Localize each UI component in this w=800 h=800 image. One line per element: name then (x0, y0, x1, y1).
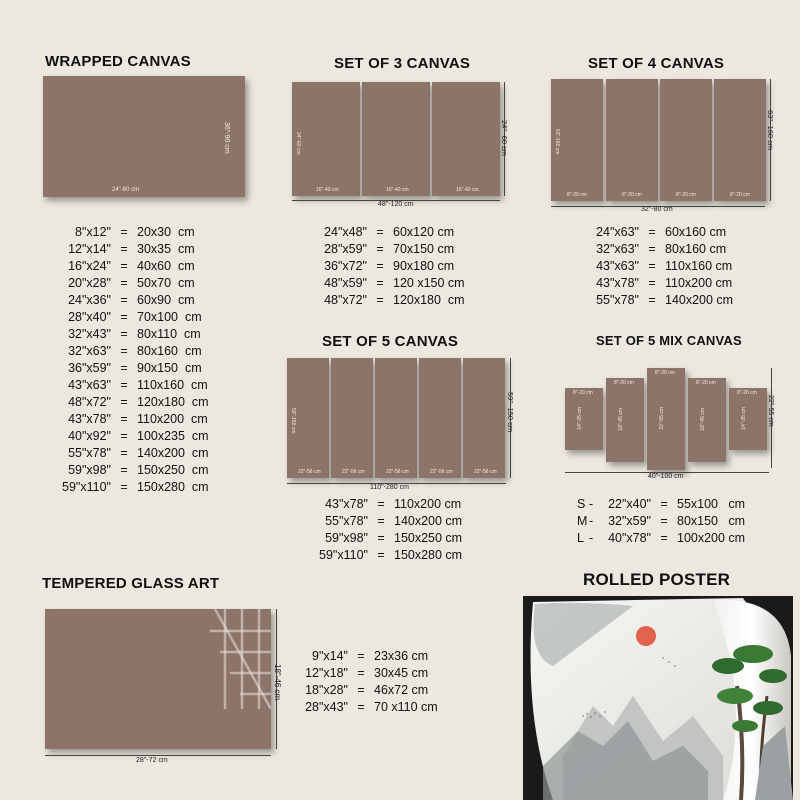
size-cm: 80x110 cm (137, 327, 201, 341)
size-row (55, 377, 209, 394)
size-inches: 32"x63" (68, 344, 111, 358)
size-inches: 43"x78" (68, 412, 111, 426)
size-equals: = (648, 259, 656, 273)
set4-total-height: 63"- 160 cm (766, 110, 775, 151)
size-equals: = (376, 259, 384, 273)
size-cm: 70x100 cm (137, 310, 202, 324)
size-equals: = (377, 531, 385, 545)
size-inches: 48"x59" (324, 276, 367, 290)
size-code: M (577, 514, 588, 528)
glass-title: TEMPERED GLASS ART (42, 575, 220, 592)
size-inches: 40"x92" (68, 429, 111, 443)
size-cm: 150x250 cm (137, 463, 209, 477)
mix-panel-width-label: 8"-20 cm (573, 390, 593, 396)
size-cm: 30x45 cm (374, 666, 429, 680)
size-equals: = (376, 242, 384, 256)
size-inches: 40"x78" (608, 531, 651, 545)
set3-panel-width-label: 16"-40 cm (386, 187, 409, 193)
size-cm: 90x180 cm (393, 259, 455, 273)
size-cm: 140x200 cm (665, 293, 734, 307)
size-code: S (577, 497, 586, 511)
size-equals: = (648, 242, 656, 256)
size-cm: 20x30 cm (137, 225, 195, 239)
size-inches: 55"x78" (325, 514, 368, 528)
size-equals: = (120, 344, 128, 358)
glass-width-line (45, 755, 271, 756)
size-cm: 23x36 cm (374, 649, 429, 663)
set4-title: SET OF 4 CANVAS (588, 55, 725, 72)
size-equals: = (377, 548, 385, 562)
size-inches: 59"x110" (319, 548, 368, 562)
size-inches: 20"x28" (68, 276, 111, 290)
size-cm: 150x250 cm (394, 531, 463, 545)
size-inches: 43"x63" (68, 378, 111, 392)
set4-panel-height-label: 63"-160 cm (554, 129, 560, 155)
size-row (577, 530, 745, 547)
size-cm: 60x90 cm (137, 293, 195, 307)
mix-panel-height-label: 22"-55 cm (659, 407, 665, 430)
size-row (55, 428, 209, 445)
set5-panel-width-label: 22"-56 cm (474, 469, 497, 475)
size-row (319, 224, 465, 241)
glass-panel (45, 609, 271, 749)
set5-panel-3 (375, 358, 417, 478)
set3-panel-height-label: 24"-60 cm (295, 132, 301, 155)
set4-panel-width-label: 8"-20 cm (622, 192, 642, 198)
size-inches: 18"x28" (305, 683, 348, 697)
size-inches: 48"x72" (324, 293, 367, 307)
size-equals: = (120, 242, 128, 256)
set3-panel-width-label: 16"-40 cm (316, 187, 339, 193)
size-row (55, 411, 209, 428)
size-row (591, 224, 733, 241)
size-cm: 110x200 cm (394, 497, 462, 511)
size-inches: 28"x43" (305, 700, 348, 714)
size-equals: = (660, 514, 668, 528)
poster-sun (636, 626, 656, 646)
set5-panel-width-label: 22"-56 cm (298, 469, 321, 475)
glass-height-label: 18"-46 cm (273, 664, 282, 701)
size-row (300, 648, 438, 665)
set4-sizes-list (591, 224, 733, 309)
size-equals: = (120, 395, 128, 409)
size-dash: - (589, 514, 594, 528)
size-cm: 80x150 cm (677, 514, 746, 528)
size-cm: 90x150 cm (137, 361, 202, 375)
wrapped-canvas-title: WRAPPED CANVAS (45, 53, 191, 70)
mix-panel-2 (606, 378, 644, 462)
set5-title: SET OF 5 CANVAS (322, 333, 459, 350)
size-cm: 80x160 cm (137, 344, 202, 358)
size-inches: 22"x40" (608, 497, 651, 511)
mix-total-width: 40"-100 cm (648, 473, 684, 480)
size-inches: 12"x18" (305, 666, 348, 680)
size-cm: 30x35 cm (137, 242, 195, 256)
size-row (591, 275, 733, 292)
set3-total-height: 24"- 60 cm (500, 120, 509, 157)
size-row (591, 241, 733, 258)
set5-sizes-list (318, 496, 462, 564)
size-cm: 50x70 cm (137, 276, 195, 290)
size-dash: - (589, 531, 594, 545)
size-cm: 110x200 cm (137, 412, 208, 426)
size-inches: 43"x78" (596, 276, 639, 290)
size-cm: 80x160 cm (665, 242, 727, 256)
size-inches: 28"x40" (68, 310, 111, 324)
size-cm: 120 x150 cm (393, 276, 465, 290)
size-row (318, 496, 462, 513)
size-row (55, 224, 209, 241)
size-cm: 70 x110 cm (374, 700, 438, 714)
set5-total-width: 110"-280 cm (370, 484, 409, 491)
glass-sizes-list (300, 648, 438, 716)
size-code: L (577, 531, 584, 545)
mix-panel-height-label: 18"-45 cm (618, 408, 624, 431)
size-equals: = (376, 276, 384, 290)
size-row (318, 547, 462, 564)
size-equals: = (357, 683, 365, 697)
set5-panel-2 (331, 358, 373, 478)
mix-panel-1 (565, 388, 603, 450)
set3-panel-3 (432, 82, 500, 196)
set3-title: SET OF 3 CANVAS (334, 55, 471, 72)
size-cm: 40x60 cm (137, 259, 195, 273)
size-cm: 140x200 cm (394, 514, 463, 528)
set5-total-height: 59"- 150 cm (506, 392, 515, 433)
size-cm: 120x180 cm (393, 293, 465, 307)
size-cm: 100x235 cm (137, 429, 209, 443)
size-inches: 43"x63" (596, 259, 639, 273)
set5-panel-width-label: 22"-56 cm (430, 469, 453, 475)
size-inches: 55"x78" (68, 446, 111, 460)
size-inches: 36"x59" (68, 361, 111, 375)
size-row (319, 292, 465, 309)
size-cm: 150x280 cm (394, 548, 463, 562)
size-equals: = (660, 531, 668, 545)
set5-panel-width-label: 22"-56 cm (342, 469, 365, 475)
set4-panel-2 (606, 79, 658, 201)
size-equals: = (120, 446, 128, 460)
mix-panel-5 (729, 388, 767, 450)
wrapped-height-label: 36"-90 cm (223, 122, 230, 154)
size-inches: 59"x98" (68, 463, 111, 477)
set3-panel-width-label: 16"-40 cm (456, 187, 479, 193)
size-row (300, 699, 438, 716)
set3-panel-2 (362, 82, 430, 196)
set3-total-width: 48"-120 cm (378, 201, 414, 208)
size-row (577, 513, 745, 530)
rolled-poster-illustration (523, 596, 793, 800)
size-equals: = (648, 276, 656, 290)
mix-panel-width-label: 8"-20 cm (696, 380, 716, 386)
wrapped-canvas-panel (43, 76, 245, 197)
size-equals: = (357, 649, 365, 663)
size-equals: = (357, 666, 365, 680)
size-equals: = (120, 412, 128, 426)
mix-panel-4 (688, 378, 726, 462)
size-inches: 59"x98" (325, 531, 368, 545)
mix-panel-height-label: 14"-35 cm (577, 407, 583, 430)
size-equals: = (377, 514, 385, 528)
size-equals: = (648, 293, 656, 307)
size-cm: 140x200 cm (137, 446, 209, 460)
size-equals: = (120, 293, 128, 307)
size-equals: = (120, 378, 128, 392)
size-equals: = (120, 327, 128, 341)
size-inches: 24"x48" (324, 225, 367, 239)
glass-width-label: 28"-72 cm (136, 757, 168, 764)
size-row (55, 394, 209, 411)
mix-panel-height-label: 18"-45 cm (700, 408, 706, 431)
mix-panel-width-label: 8"-20 cm (655, 370, 675, 376)
set4-panel-3 (660, 79, 712, 201)
size-row (318, 530, 462, 547)
size-cm: 150x280 cm (137, 480, 209, 494)
set3-panel-1 (292, 82, 360, 196)
size-equals: = (120, 276, 128, 290)
mix-panel-height-label: 14"-35 cm (741, 407, 747, 430)
size-row (55, 462, 209, 479)
rolled-poster-image (523, 596, 793, 800)
size-inches: 16"x24" (68, 259, 111, 273)
set4-panel-width-label: 8"-20 cm (730, 192, 750, 198)
size-row (319, 258, 465, 275)
size-cm: 55x100 cm (677, 497, 746, 511)
size-row (577, 496, 745, 513)
size-inches: 32"x43" (68, 327, 111, 341)
wrapped-sizes-list (55, 224, 209, 496)
size-row (55, 292, 209, 309)
set3-sizes-list (319, 224, 465, 309)
size-row (319, 241, 465, 258)
size-equals: = (377, 497, 385, 511)
size-inches: 32"x63" (596, 242, 639, 256)
size-cm: 60x160 cm (665, 225, 727, 239)
size-row (55, 241, 209, 258)
size-equals: = (120, 429, 128, 443)
size-cm: 110x160 cm (665, 259, 733, 273)
size-inches: 24"x63" (596, 225, 639, 239)
set4-total-width: 32"-80 cm (641, 206, 673, 213)
size-cm: 120x180 cm (137, 395, 209, 409)
size-inches: 9"x14" (312, 649, 348, 663)
size-inches: 12"x14" (68, 242, 111, 256)
set4-panel-width-label: 8"-20 cm (567, 192, 587, 198)
size-inches: 32"x59" (608, 514, 651, 528)
size-equals: = (120, 463, 128, 477)
size-inches: 36"x72" (324, 259, 367, 273)
size-equals: = (120, 361, 128, 375)
mix-panel-width-label: 8"-20 cm (737, 390, 757, 396)
size-equals: = (376, 225, 384, 239)
size-row (318, 513, 462, 530)
size-equals: = (660, 497, 668, 511)
set4-panel-width-label: 8"-20 cm (676, 192, 696, 198)
size-inches: 55"x78" (596, 293, 639, 307)
size-row (55, 275, 209, 292)
size-inches: 59"x110" (62, 480, 111, 494)
mix-panel-3 (647, 368, 685, 470)
size-cm: 100x200 cm (677, 531, 746, 545)
mix-title: SET OF 5 MIX CANVAS (596, 333, 742, 348)
set5-panel-5 (463, 358, 505, 478)
size-row (55, 445, 209, 462)
size-inches: 24"x36" (68, 293, 111, 307)
size-row (55, 360, 209, 377)
size-cm: 110x200 cm (665, 276, 733, 290)
size-cm: 46x72 cm (374, 683, 429, 697)
size-row (319, 275, 465, 292)
size-inches: 28"x59" (324, 242, 367, 256)
mix-sizes-list (577, 496, 745, 547)
size-equals: = (648, 225, 656, 239)
size-inches: 8"x12" (75, 225, 111, 239)
size-row (55, 479, 209, 496)
size-row (591, 292, 733, 309)
size-cm: 70x150 cm (393, 242, 455, 256)
size-row (55, 258, 209, 275)
size-row (55, 343, 209, 360)
mix-total-height: 22"-55 cm (767, 395, 774, 427)
wrapped-width-label: 24"-60 cm (112, 187, 140, 193)
size-cm: 110x160 cm (137, 378, 208, 392)
size-inches: 43"x78" (325, 497, 368, 511)
size-equals: = (376, 293, 384, 307)
size-inches: 48"x72" (68, 395, 111, 409)
glass-reflection-grid (45, 609, 271, 749)
mix-panel-width-label: 8"-20 cm (614, 380, 634, 386)
size-equals: = (120, 225, 128, 239)
size-cm: 60x120 cm (393, 225, 455, 239)
size-row (55, 326, 209, 343)
set5-panel-width-label: 22"-56 cm (386, 469, 409, 475)
set5-panel-4 (419, 358, 461, 478)
poster-title: ROLLED POSTER (583, 570, 731, 589)
size-equals: = (120, 259, 128, 273)
size-row (55, 309, 209, 326)
size-row (300, 665, 438, 682)
size-row (300, 682, 438, 699)
set4-panel-4 (714, 79, 766, 201)
set5-panel-height-label: 59"-150 cm (290, 408, 296, 434)
size-equals: = (120, 480, 128, 494)
size-dash: - (589, 497, 594, 511)
size-equals: = (120, 310, 128, 324)
size-row (591, 258, 733, 275)
size-equals: = (357, 700, 365, 714)
